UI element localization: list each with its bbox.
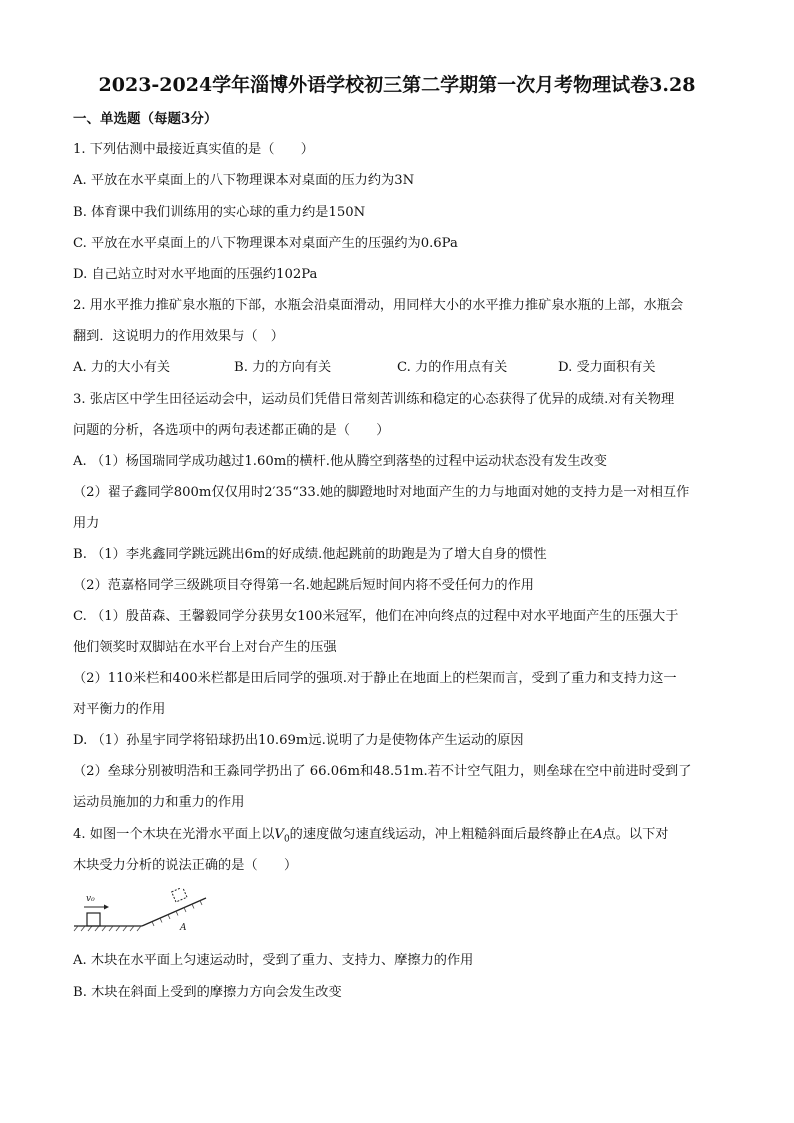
question-2-option-d: D. 受力面积有关: [558, 360, 656, 375]
question-4-stem-part-a: 4. 如图一个木块在光滑水平面上以: [73, 827, 275, 842]
question-4-stem-line1: [73, 826, 668, 849]
question-2-option-b: B. 力的方向有关: [234, 360, 332, 375]
section-header: 一、单选题（每题3分）: [73, 111, 218, 127]
question-1-option-c: C. 平放在水平桌面上的八下物理课本对桌面产生的压强约为0.6Pa: [73, 236, 458, 251]
question-3-line: （2）翟子鑫同学800m仅仅用时2′35“33.她的脚蹬地时对地面产生的力与地面对她的支持力是一对相互作: [73, 485, 690, 500]
wooden-block: [87, 913, 100, 926]
page-title: 2023-2024学年淄博外语学校初三第二学期第一次月考物理试卷3.28: [98, 74, 696, 96]
question-1-option-a: A. 平放在水平桌面上的八下物理课本对桌面的压力约为3N: [73, 173, 415, 188]
question-3-line: A. （1）杨国瑞同学成功越过1.60m的横杆.他从腾空到落垫的过程中运动状态没有发生改变: [73, 454, 607, 469]
block-slope-diagram: [72, 888, 212, 940]
question-3-line: B. （1）李兆鑫同学跳远跳出6m的好成绩.他起跳前的助跑是为了增大自身的惯性: [73, 547, 547, 562]
question-4-stem-part-c: 点。以下对: [602, 827, 669, 842]
question-1-stem: 1. 下列估测中最接近真实值的是（ ）: [73, 142, 314, 157]
question-2-stem-line1: 2. 用水平推力推矿泉水瓶的下部，水瓶会沿桌面滑动，用同样大小的水平推力推矿泉水瓶的上部，水瓶会: [73, 298, 684, 313]
question-4-stem-part-b: 的速度做匀速直线运动，冲上粗糙斜面后最终静止在: [289, 827, 593, 842]
rough-incline: [142, 898, 206, 926]
question-3-line: D. （1）孙星宇同学将铅球扔出10.69m远.说明了力是使物体产生运动的原因: [73, 733, 524, 748]
question-3-stem-line1: 3. 张店区中学生田径运动会中，运动员们凭借日常刻苦训练和稳定的心态获得了优异的成绩.对有关物理: [73, 392, 675, 407]
question-3-line: 对平衡力的作用: [73, 702, 166, 717]
velocity-symbol: V: [274, 827, 284, 842]
question-3-line: 运动员施加的力和重力的作用: [73, 795, 245, 810]
question-2-option-c: C. 力的作用点有关: [397, 360, 508, 375]
incline-hatching: [152, 901, 202, 926]
question-1-option-d: D. 自己站立时对水平地面的压强约102Pa: [73, 267, 318, 282]
question-2-stem-line2: 翻到．这说明力的作用效果与（ ）: [73, 329, 284, 344]
question-3-line: 用力: [73, 516, 100, 531]
question-3-line: （2）范嘉格同学三级跳项目夺得第一名.她起跳后短时间内将不受任何力的作用: [73, 578, 534, 593]
block-at-a-dashed: [172, 888, 187, 902]
question-3-line: （2）垒球分别被明浩和王淼同学扔出了 66.06m和48.51m.若不计空气阻力，则垒球在空中前进时受到了: [73, 764, 692, 779]
question-3-line: 他们领奖时双脚站在水平台上对台产生的压强: [73, 640, 337, 655]
question-4-option-a: A. 木块在水平面上匀速运动时，受到了重力、支持力、摩擦力的作用: [73, 953, 474, 968]
v0-label: v₀: [86, 894, 95, 904]
velocity-arrowhead: [104, 905, 109, 910]
point-a-label: A: [180, 923, 187, 933]
question-4-stem-line2: 木块受力分析的说法正确的是（ ）: [73, 858, 298, 873]
velocity-subscript: 0: [283, 834, 290, 845]
ground-hatching: [74, 926, 141, 931]
question-3-stem-line2: 问题的分析，各选项中的两句表述都正确的是（ ）: [73, 423, 390, 438]
question-2-option-a: A. 力的大小有关: [73, 360, 171, 375]
question-3-line: （2）110米栏和400米栏都是田后同学的强项.对于静止在地面上的栏架而言，受到了重力和支持力这一: [73, 671, 677, 686]
question-3-line: C. （1）殷苗森、王馨毅同学分获男女100米冠军，他们在冲向终点的过程中对水平地面产生的压强大于: [73, 609, 679, 624]
question-4-option-b: B. 木块在斜面上受到的摩擦力方向会发生改变: [73, 985, 342, 1000]
point-a-symbol: A: [592, 827, 603, 842]
question-1-option-b: B. 体育课中我们训练用的实心球的重力约是150N: [73, 205, 366, 220]
